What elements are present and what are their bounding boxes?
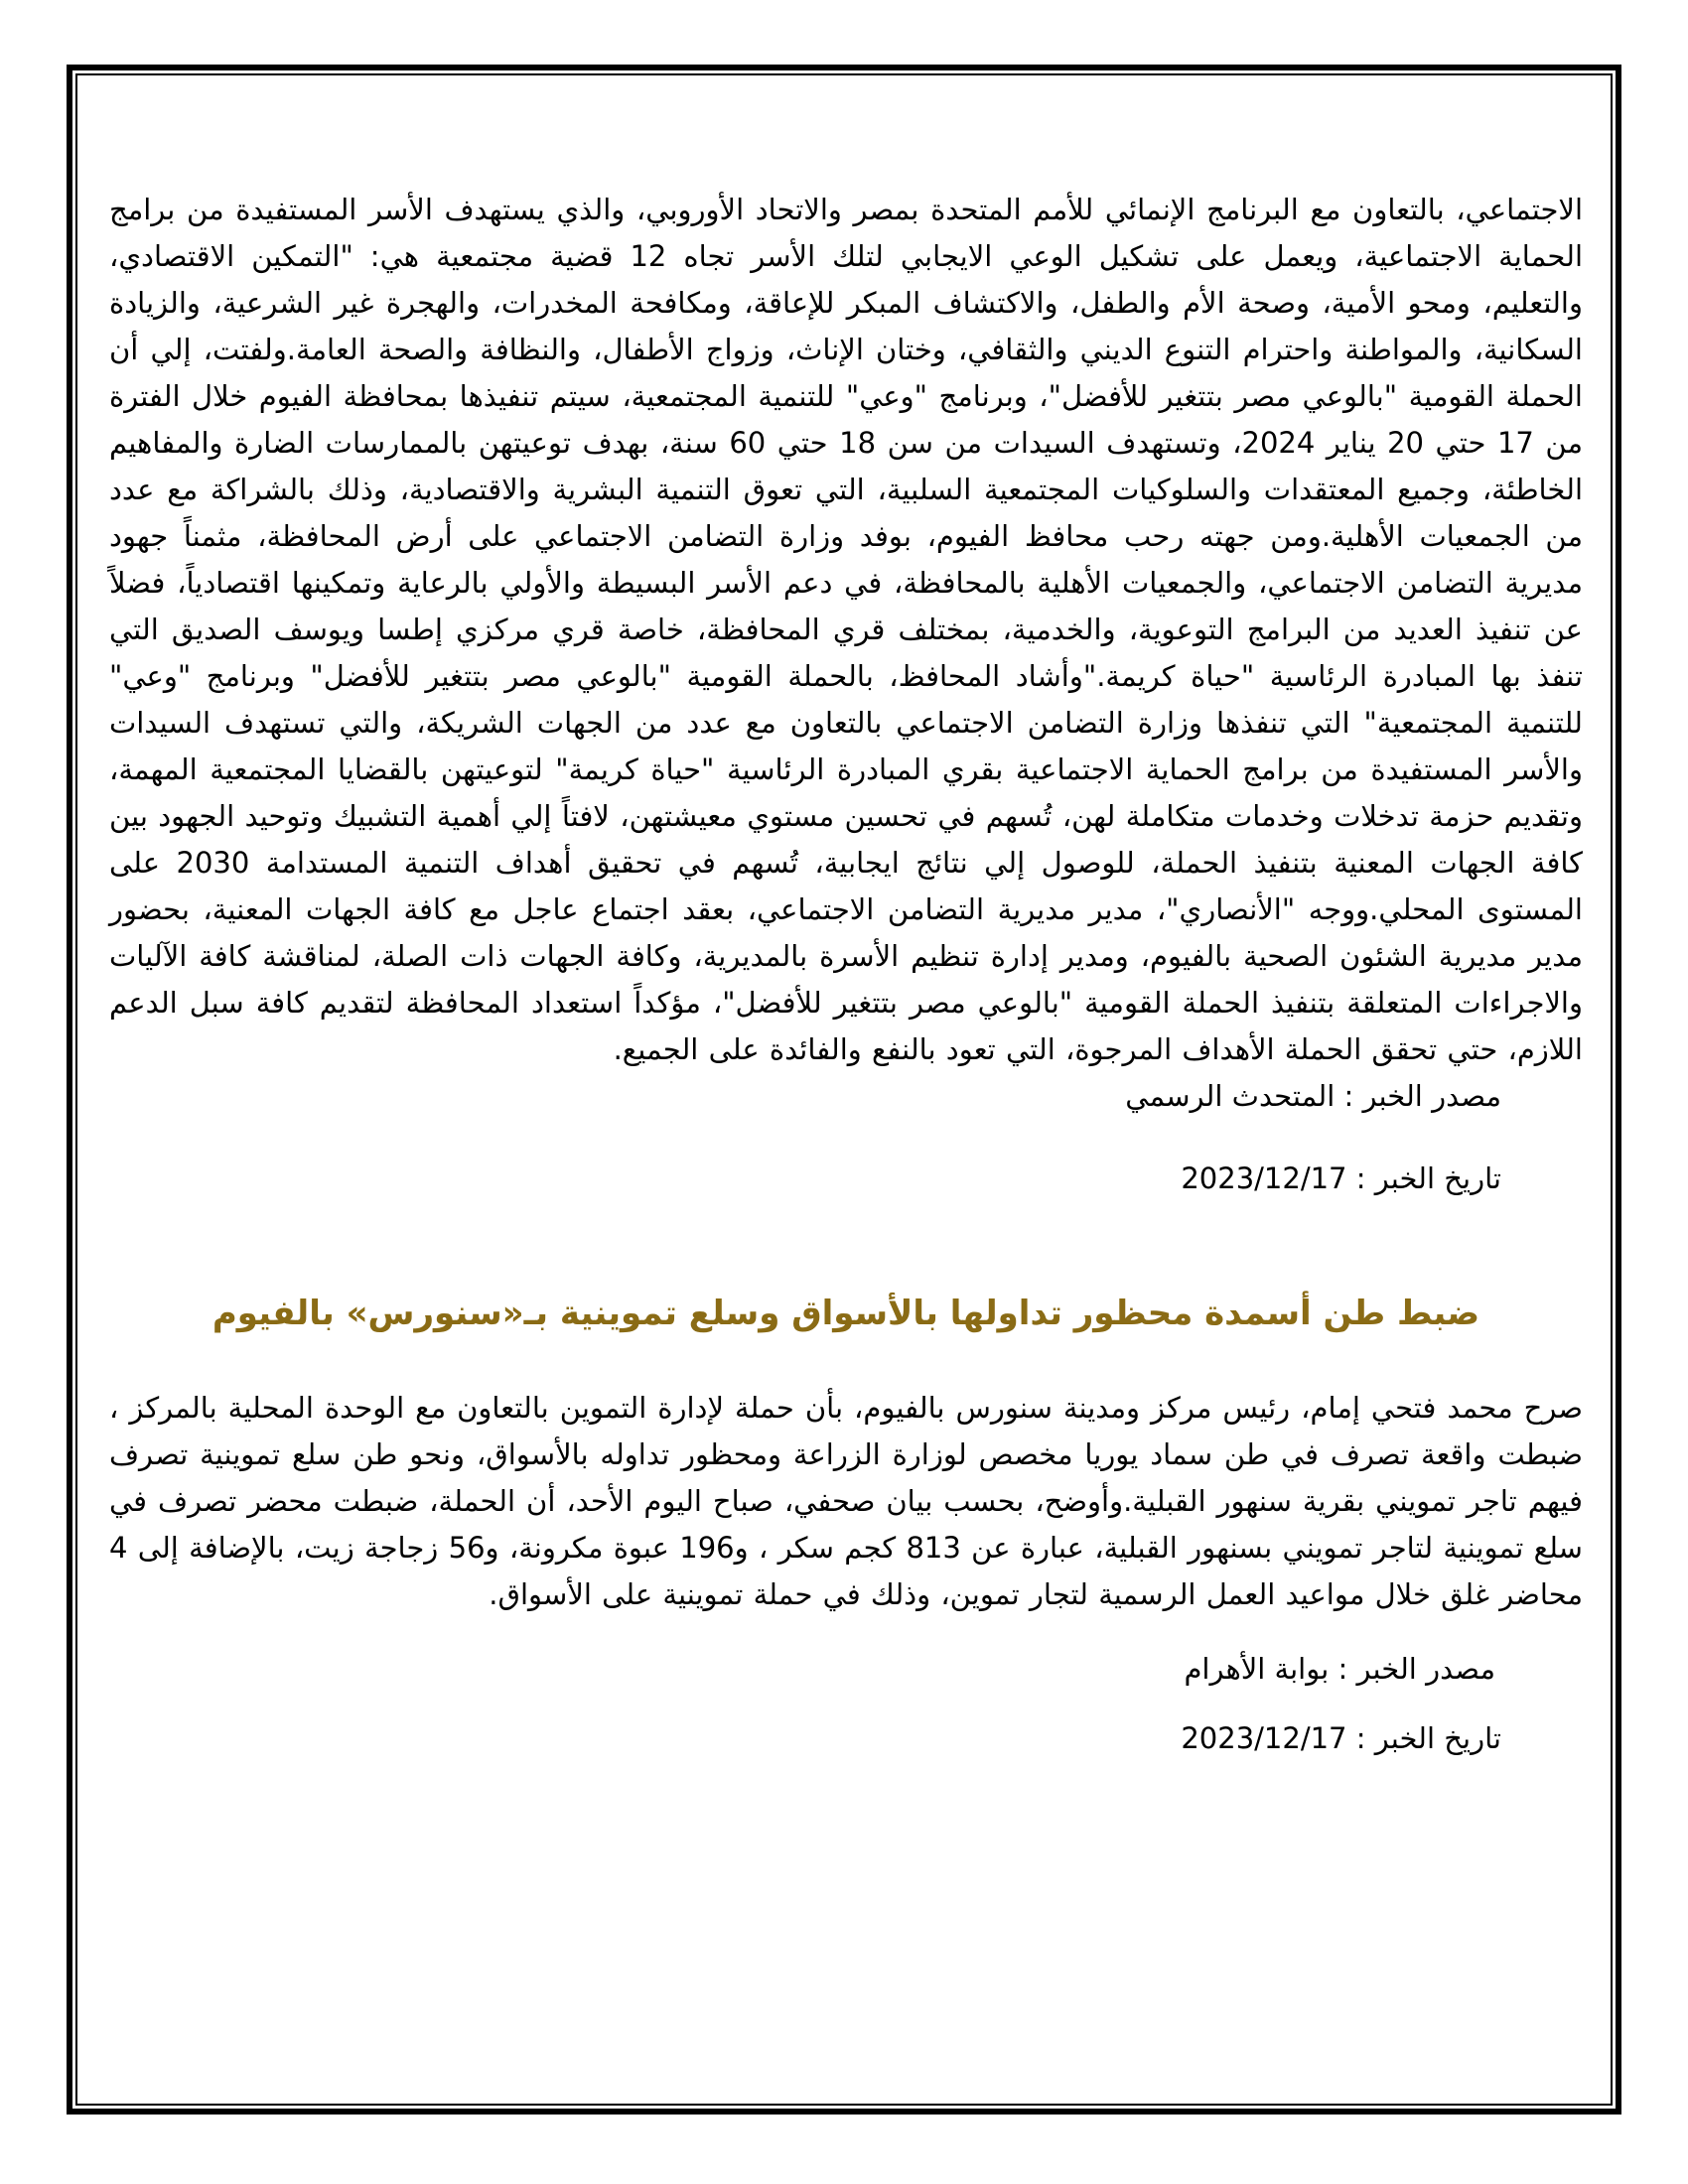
article-2-date-line: تاريخ الخبر : 2023/12/17	[1181, 1721, 1501, 1755]
article-1-date-line: تاريخ الخبر : 2023/12/17	[1181, 1161, 1501, 1195]
page-border-inner	[75, 73, 1613, 2106]
article-2-source-line: مصدر الخبر : بوابة الأهرام	[1184, 1652, 1495, 1686]
page-content	[77, 75, 1611, 2104]
article-1-body: الاجتماعي، بالتعاون مع البرنامج الإنمائي للأمم المتحدة بمصر والاتحاد الأوروبي، والذي يستهدف الأسر المستفيدة من برامج الحماية الاجتماعية، ويعمل على تشكيل الوعي الايجابي لتلك الأسر تجاه 12 قضية مجتمعية هي: "التمكين الاقتصادي، والتعليم، ومحو الأمية، وصحة الأم والطفل، والاكتشاف المبكر للإعاقة، ومكافحة المخدرات، والهجرة غير الشرعية، والزيادة السكانية، والمواطنة واحترام التنوع الديني والثقافي، وختان الإناث، وزواج الأطفال، والنظافة والصحة العامة.ولفتت، إلي أن الحملة القومية "بالوعي مصر بتتغير للأفضل"، وبرنامج "وعي" للتنمية المجتمعية، سيتم تنفيذها بمحافظة الفيوم خلال الفترة من 17 حتي 20 يناير 2024، وتستهدف السيدات من سن 18 حتي 60 سنة، بهدف توعيتهن بالممارسات الضارة والمفاهيم الخاطئة، وجميع المعتقدات والسلوكيات المجتمعية السلبية، التي تعوق التنمية البشرية والاقتصادية، وذلك بالشراكة مع عدد من الجمعيات الأهلية.ومن جهته رحب محافظ الفيوم، بوفد وزارة التضامن الاجتماعي على أرض المحافظة، مثمناً جهود مديرية التضامن الاجتماعي، والجمعيات الأهلية بالمحافظة، في دعم الأسر البسيطة والأولي بالرعاية وتمكينها اقتصادياً، فضلاً عن تنفيذ العديد من البرامج التوعوية، والخدمية، بمختلف قري المحافظة، خاصة قري مركزي إطسا ويوسف الصديق التي تنفذ بها المبادرة الرئاسية "حياة كريمة."وأشاد المحافظ، بالحملة القومية "بالوعي مصر بتتغير للأفضل" وبرنامج "وعي" للتنمية المجتمعية" التي تنفذها وزارة التضامن الاجتماعي بالتعاون مع عدد من الجهات الشريكة، والتي تستهدف السيدات والأسر المستفيدة من برامج الحماية الاجتماعية بقري المبادرة الرئاسية "حياة كريمة" لتوعيتهن بالقضايا المجتمعية المهمة، وتقديم حزمة تدخلات وخدمات متكاملة لهن، تُسهم في تحسين مستوي معيشتهن، لافتاً إلي أهمية التشبيك وتوحيد الجهود بين كافة الجهات المعنية بتنفيذ الحملة، للوصول إلي نتائج ايجابية، تُسهم في تحقيق أهداف التنمية المستدامة 2030 على المستوى المحلي.ووجه "الأنصاري"، مدير مديرية التضامن الاجتماعي، بعقد اجتماع عاجل مع كافة الجهات المعنية، بحضور مدير مديرية الشئون الصحية بالفيوم، ومدير إدارة تنظيم الأسرة بالمديرية، وكافة الجهات ذات الصلة، لمناقشة كافة الآليات والاجراءات المتعلقة بتنفيذ الحملة القومية "بالوعي مصر بتتغير للأفضل"، مؤكداً استعداد المحافظة لتقديم كافة سبل الدعم اللازم، حتي تحقق الحملة الأهداف المرجوة، التي تعود بالنفع والفائدة على الجميع.	[109, 193, 1583, 1066]
page-border-outer	[67, 65, 1621, 2115]
article-2-body: صرح محمد فتحي إمام، رئيس مركز ومدينة سنورس بالفيوم، بأن حملة لإدارة التموين بالتعاون مع الوحدة المحلية بالمركز ، ضبطت واقعة تصرف في طن سماد يوريا مخصص لوزارة الزراعة ومحظور تداوله بالأسواق، ونحو طن سلع تموينية تصرف فيهم تاجر تمويني بقرية سنهور القبلية.وأوضح، بحسب بيان صحفي، صباح اليوم الأحد، أن الحملة، ضبطت محضر تصرف في سلع تموينية لتاجر تمويني بسنهور القبلية، عبارة عن 813 كجم سكر ، و196 عبوة مكرونة، و56 زجاجة زيت، بالإضافة إلى 4 محاضر غلق خلال مواعيد العمل الرسمية لتجار تموين، وذلك في حملة تموينية على الأسواق.	[109, 1391, 1583, 1611]
article-1-source-line: مصدر الخبر : المتحدث الرسمي	[1125, 1079, 1501, 1113]
article-2-title: ضبط طن أسمدة محظور تداولها بالأسواق وسلع تموينية بـ«سنورس» بالفيوم	[211, 1294, 1480, 1333]
